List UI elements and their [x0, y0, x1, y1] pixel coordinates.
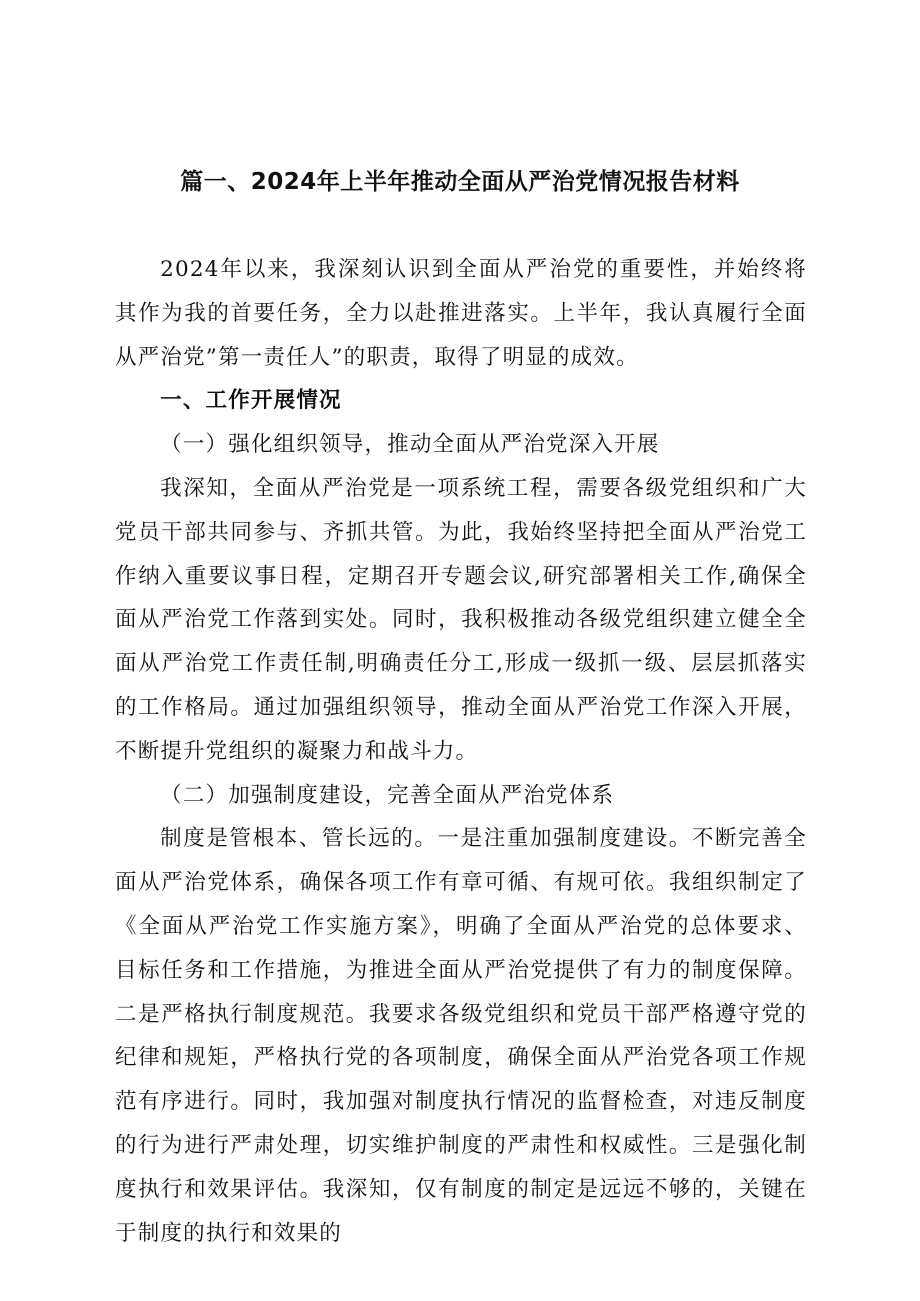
subsection-heading-1: （一）强化组织领导，推动全面从严治党深入开展: [160, 432, 660, 458]
subsection-2-paragraph: 制度是管根本、管长远的。一是注重加强制度建设。不断完善全面从严治党体系，确保各项工作有章可循、有规可依。我组织制定了《全面从严治党工作实施方案》，明确了全面从严治党的总体要求、目标任务和工作措施，为推进全面从严治党提供了有力的制度保障。二是严格执行制度规范。我要求各级党组织和党员干部严格遵守党的纪律和规矩，严格执行党的各项制度，确保全面从严治党各项工作规范有序进行。同时，我加强对制度执行情况的监督检查，对违反制度的行为进行严肃处理，切实维护制度的严肃性和权威性。三是强化制度执行和效果评估。我深知，仅有制度的制定是远远不够的，关键在于制度的执行和效果的: [115, 826, 807, 1246]
document-body: [115, 248, 807, 1255]
subsection-1-paragraph: 我深知，全面从严治党是一项系统工程，需要各级党组织和广大党员干部共同参与、齐抓共管。为此，我始终坚持把全面从严治党工作纳入重要议事日程，定期召开专题会议,研究部署相关工作,确保全面从严治党工作落到实处。同时，我积极推动各级党组织建立健全全面从严治党工作责任制,明确责任分工,形成一级抓一级、层层抓落实的工作格局。通过加强组织领导，推动全面从严治党工作深入开展，不断提升党组织的凝聚力和战斗力。: [115, 475, 807, 764]
section-heading-1: 一、工作开展情况: [160, 388, 342, 414]
subsection-heading-2: （二）加强制度建设，完善全面从严治党体系: [160, 782, 615, 808]
document-title: 篇一、2024年上半年推动全面从严治党情况报告材料: [180, 169, 740, 195]
intro-paragraph: 2024年以来，我深刻认识到全面从严治党的重要性，并始终将其作为我的首要任务，全力以赴推进落实。上半年，我认真履行全面从严治党”第一责任人”的职责，取得了明显的成效。: [115, 257, 807, 370]
